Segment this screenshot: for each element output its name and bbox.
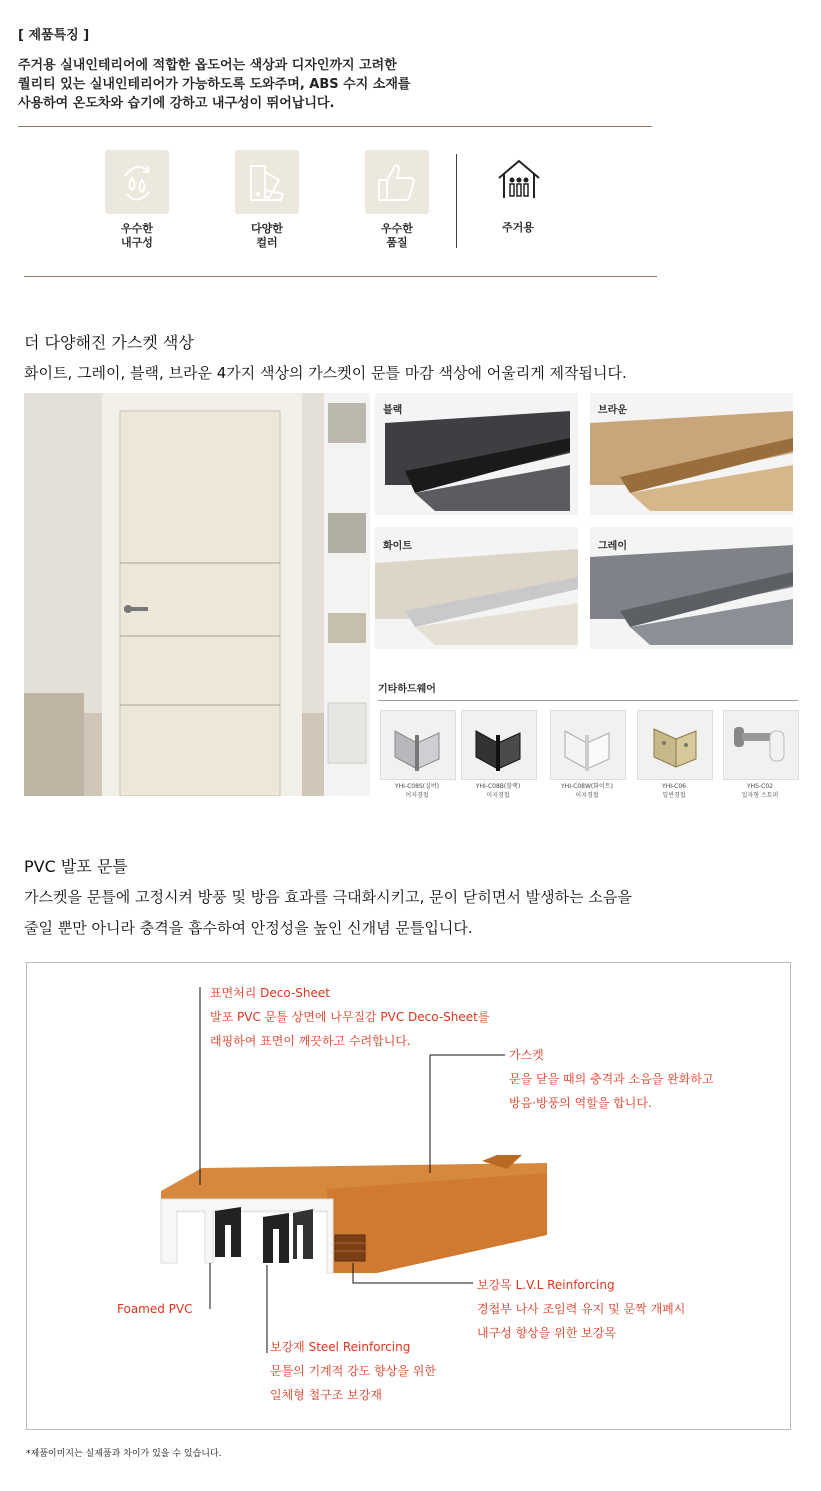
footnote: *제품이미지는 실제품과 차이가 있을 수 있습니다. [26, 1449, 222, 1459]
hinge-silver-icon [380, 710, 456, 780]
feature-line: 컬러 [256, 236, 278, 249]
thumbs-up-icon [365, 150, 429, 214]
hardware-caption [547, 782, 627, 800]
intro-text [18, 56, 538, 113]
lvl-title: 보강목 L.V.L Reinforcing [477, 1278, 615, 1292]
feature-line: 우수한 [381, 222, 413, 235]
foamed-pvc-label: Foamed PVC [117, 1302, 193, 1316]
deco-line: 래핑하여 표면이 깨끗하고 수려합니다. [210, 1034, 411, 1048]
deco-title: 표면처리 Deco-Sheet [210, 986, 330, 1000]
hardware-code: YHI-C06 [662, 783, 686, 790]
feature-quality [357, 222, 437, 250]
house-family-icon [496, 158, 542, 206]
feature-separator [456, 154, 457, 248]
feature-line: 품질 [386, 236, 408, 249]
frame-description-line: 줄일 뿐만 아니라 충격을 흡수하여 안정성을 높인 신개념 문틀입니다. [24, 919, 473, 937]
hardware-desc: 일반경첩 [662, 792, 686, 799]
gasket-heading: 더 다양해진 가스켓 색상 [24, 333, 194, 352]
hinge-black-icon [461, 710, 537, 780]
lvl-line: 경첩부 나사 조임력 유지 및 문짝 개폐시 [477, 1302, 686, 1316]
hardware-code: YHI-C08B(블랙) [475, 783, 521, 790]
features-title: [ 제품특징 ] [18, 28, 90, 43]
gasket-annotation [509, 1043, 714, 1115]
hardware-code: YHS-C02 [747, 783, 773, 790]
steel-line: 문틀의 기계적 강도 향상을 위한 [270, 1364, 436, 1378]
gasket-line: 방음·방풍의 역할을 합니다. [509, 1096, 652, 1110]
top-divider [18, 126, 652, 127]
hardware-code: YHI-C08S(실버) [394, 783, 440, 790]
hinge-brass-icon [637, 710, 713, 780]
gasket-title: 가스켓 [509, 1048, 544, 1062]
hinge-white-icon [550, 710, 626, 780]
intro-line: 퀄리티 있는 실내인테리어가 가능하도록 도와주며, ABS 수지 소재를 [18, 77, 411, 92]
color-swatch-icon [235, 150, 299, 214]
swatch-label-black: 블랙 [383, 405, 403, 416]
hardware-caption [377, 782, 457, 800]
lvl-line: 내구성 향상을 위한 보강목 [477, 1326, 616, 1340]
door-photo [24, 393, 370, 796]
hardware-desc: 일자형 스토퍼 [741, 792, 779, 799]
lvl-annotation [477, 1273, 685, 1345]
bottom-divider [24, 276, 657, 277]
feature-color [227, 222, 307, 250]
swatch-label-white: 화이트 [383, 541, 412, 552]
steel-annotation [270, 1335, 436, 1407]
door-stopper-icon [723, 710, 799, 780]
hardware-desc: 이지경첩 [405, 792, 429, 799]
steel-line: 일체형 철구조 보강재 [270, 1388, 382, 1402]
hardware-title: 기타하드웨어 [378, 684, 436, 695]
hardware-desc: 이지경첩 [575, 792, 599, 799]
deco-sheet-annotation [210, 981, 489, 1053]
feature-durability [97, 222, 177, 250]
hardware-caption [634, 782, 714, 800]
hardware-code: YHI-C08W(화이트) [561, 783, 613, 790]
feature-line: 다양한 [251, 222, 283, 235]
swatch-label-gray: 그레이 [598, 541, 627, 552]
intro-line: 주거용 실내인테리어에 적합한 옵도어는 색상과 디자인까지 고려한 [18, 58, 397, 73]
swatch-black [375, 393, 578, 515]
feature-line: 우수한 [121, 222, 153, 235]
swatch-label-brown: 브라운 [598, 405, 627, 416]
intro-line: 사용하여 온도차와 습기에 강하고 내구성이 뛰어납니다. [18, 96, 335, 111]
steel-title: 보강재 Steel Reinforcing [270, 1340, 411, 1354]
hardware-divider [378, 700, 798, 701]
hardware-desc: 이지경첩 [486, 792, 510, 799]
frame-heading: PVC 발포 문틀 [24, 857, 128, 876]
frame-diagram [26, 962, 791, 1430]
deco-line: 발포 PVC 문틀 상면에 나무질감 PVC Deco-Sheet를 [210, 1010, 490, 1024]
frame-description-line: 가스켓을 문틀에 고정시켜 방풍 및 방음 효과를 극대화시키고, 문이 닫히면서 발생하는 소음을 [24, 888, 632, 906]
usage-label: 주거용 [502, 221, 534, 234]
water-drops-icon [105, 150, 169, 214]
gasket-line: 문을 닫을 때의 충격과 소음을 완화하고 [509, 1072, 714, 1086]
gasket-description: 화이트, 그레이, 블랙, 브라운 4가지 색상의 가스켓이 문틀 마감 색상에 어울리게 제작됩니다. [24, 364, 627, 382]
hardware-caption [458, 782, 538, 800]
hardware-caption [720, 782, 800, 800]
feature-line: 내구성 [121, 236, 153, 249]
